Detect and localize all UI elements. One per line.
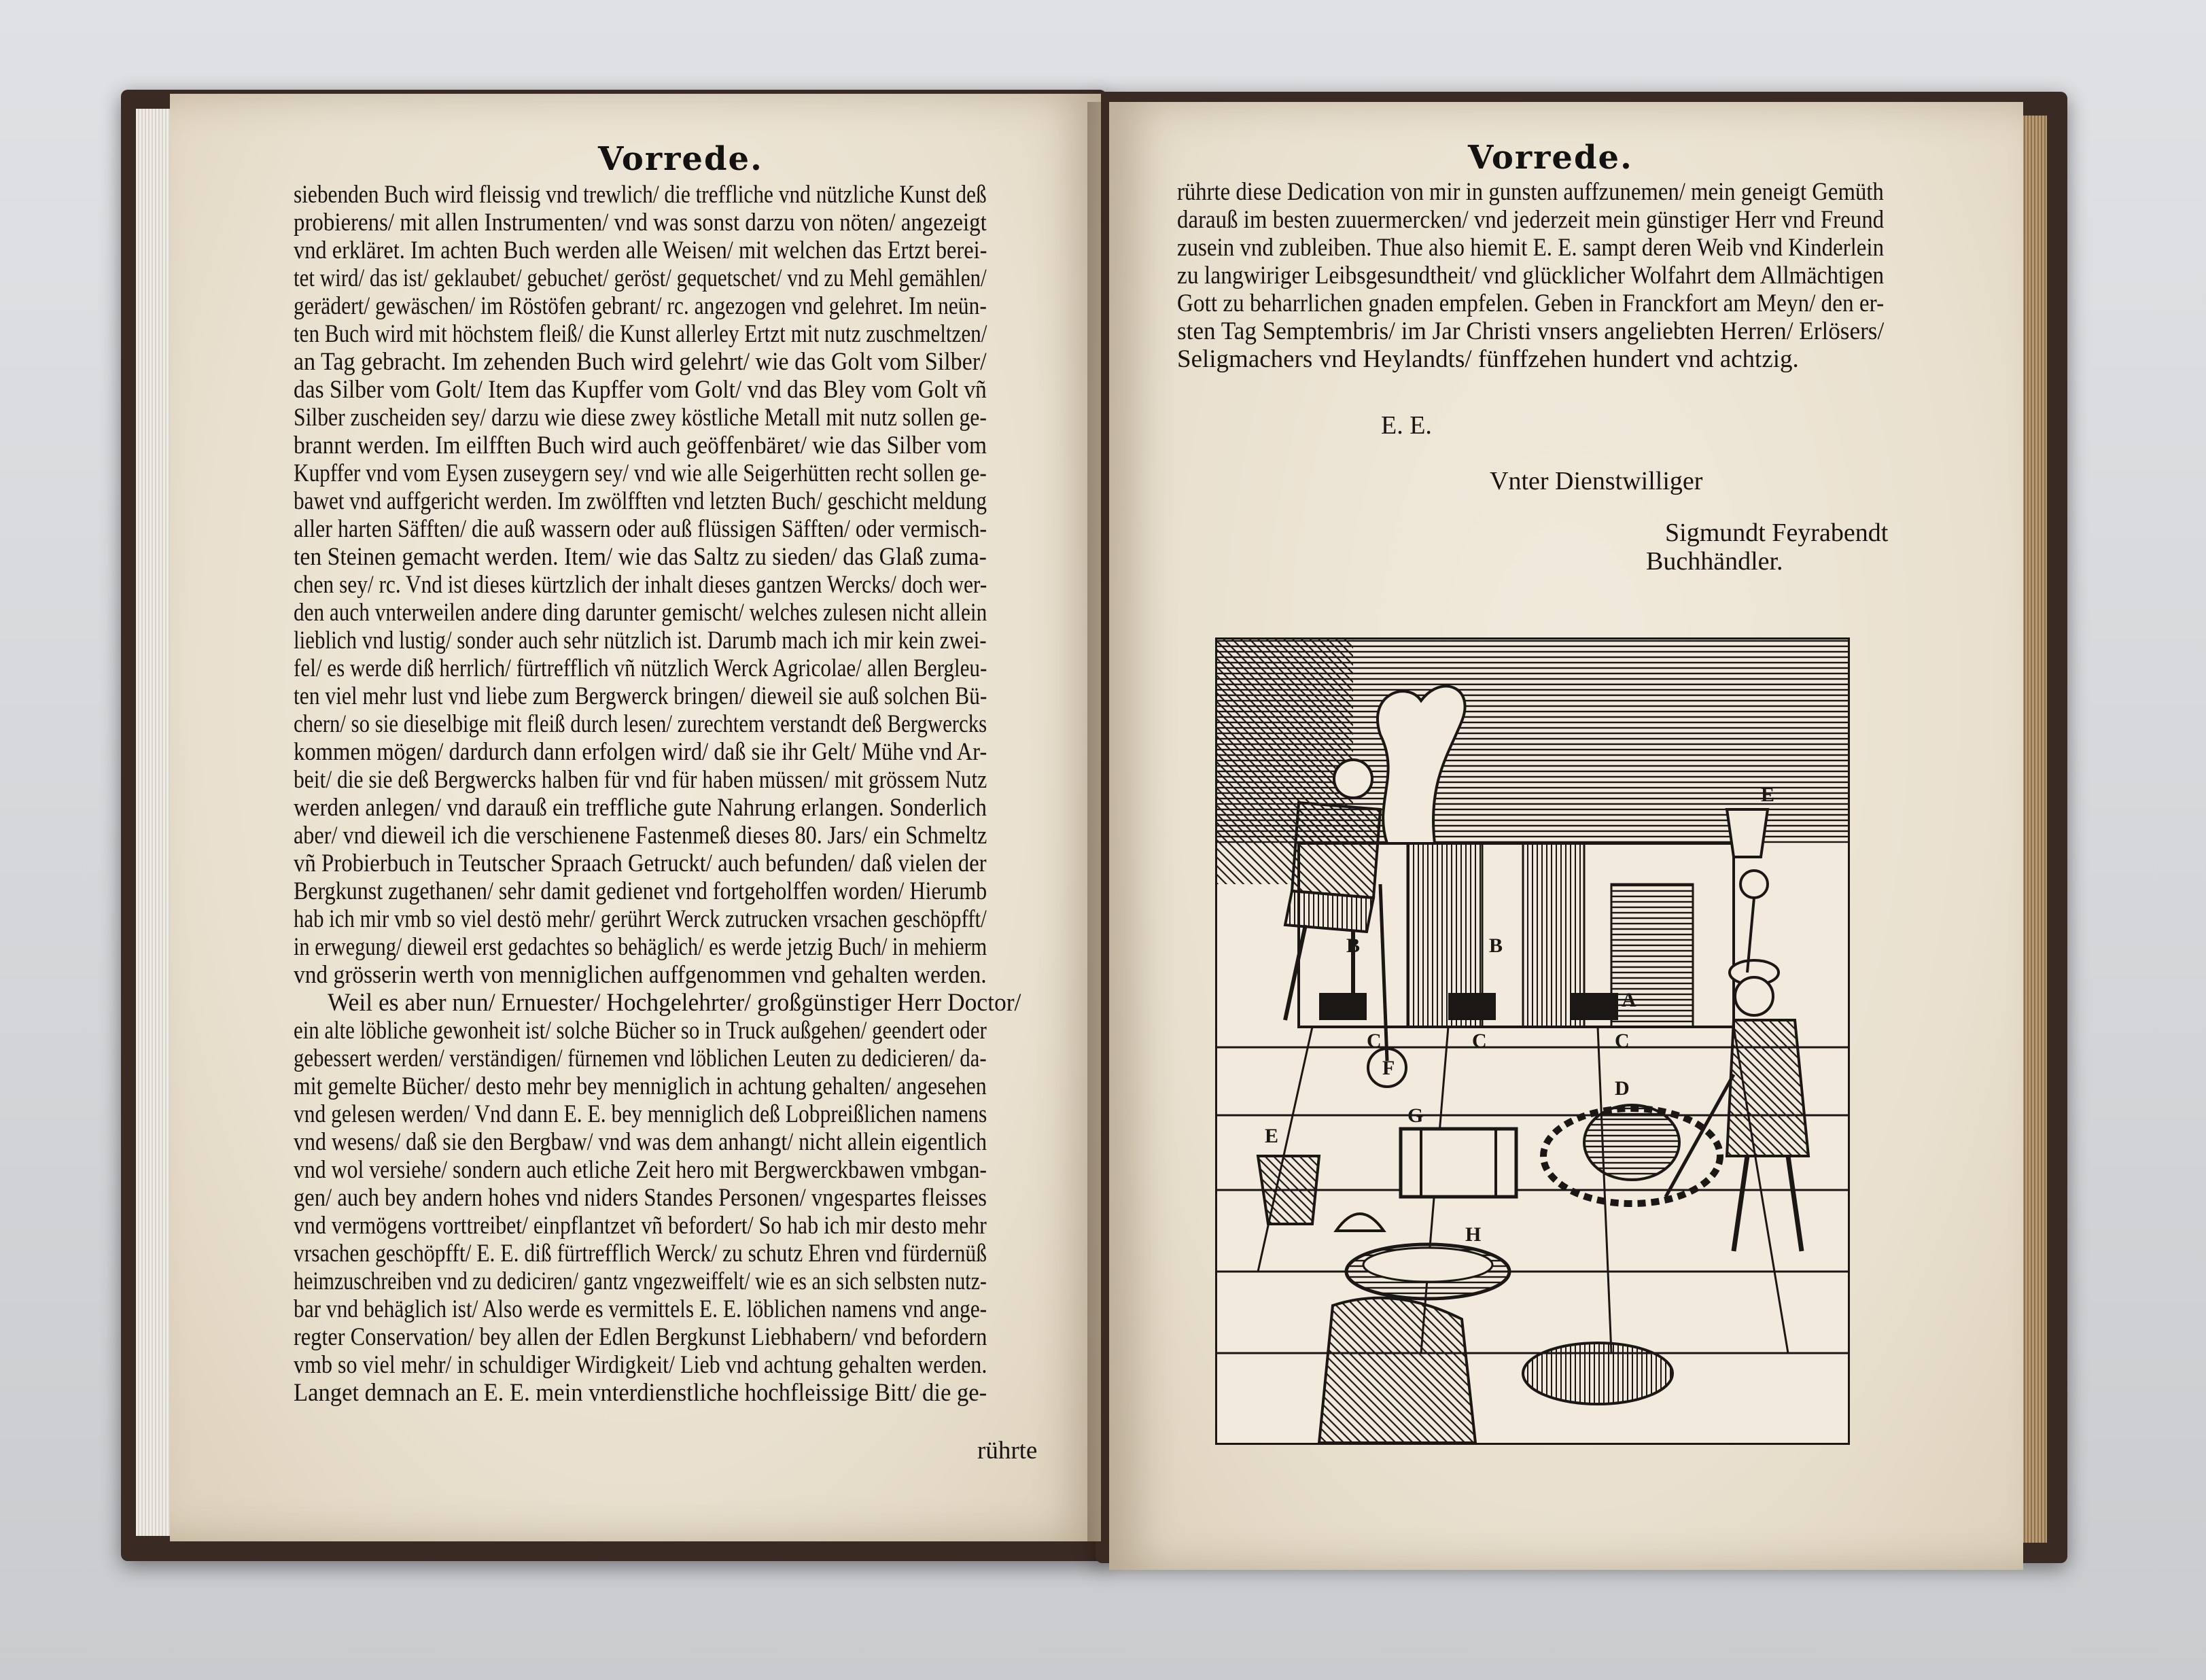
woodcut-illustration [1215,637,1850,1445]
text-line: regter Conservation/ bey allen der Edlen Bergkunst Liebhabern/ vnd befordern [294,1323,987,1351]
text-line: an Tag gebracht. Im zehenden Buch wird gelehrt/ wie das Golt vom Silber/ [294,348,987,376]
text-line: zusein vnd zubleiben. Thue also hiemit E. E. sampt deren Weib vnd Kinderlein [1177,234,1885,262]
text-line: kommen mögen/ dardurch dann erfolgen wird/ daß sie ihr Gelt/ Mühe vnd Ar- [294,738,987,766]
text-line: den auch vnterweilen andere ding darunter gemischt/ welches zulesen nicht allein [294,599,987,627]
crucible-upper [1727,809,1768,857]
text-line: aller harten Säfften/ die auß wassern oder auß flüssigen Säfften/ oder vermisch- [294,515,987,543]
label-c2: C [1472,1030,1487,1052]
text-line: Seligmachers vnd Heylandts/ fünffzehen hundert vnd achtzig. [1177,345,1799,373]
text-line: rührte diese Dedication von mir in gunsten auffzunemen/ mein geneigt Gemüth [1177,178,1884,206]
text-line: in erwegung/ dieweil erst gedachtes so behäglich/ es werde jetzig Buch/ in mehierm [294,933,987,961]
label-f: F [1382,1057,1395,1079]
label-c3: C [1615,1030,1630,1052]
text-line: Silber zuscheiden sey/ darzu wie diese zwey köstliche Metall mit nutz sollen ge- [294,404,987,432]
closing-phrase: Vnter Dienstwilliger [1490,467,1703,495]
mortar [1258,1156,1319,1224]
text-line: vnd grösserin werth von menniglichen auffgenommen vnd gehalten werden. [294,961,987,989]
right-page-heading: Vorrede. [1468,139,1633,177]
basket [1523,1343,1673,1404]
text-line: ein alte löbliche gewonheit ist/ solche Bücher so in Truck außgehen/ geendert oder [294,1017,987,1045]
label-c1: C [1367,1030,1382,1052]
catchword: rührte [977,1437,1038,1465]
text-line: ten Buch wird mit höchstem fleiß/ die Kunst allerley Ertzt mit nutz zuschmeltzen/ [294,320,987,348]
hook [1740,871,1768,898]
text-line: gebessert werden/ verständigen/ fürnemen vnd löblichen Leuten zu dedicieren/ da- [294,1045,987,1072]
text-line: aber/ vnd dieweil ich die verschienene Fastenmeß dieses 80. Jars/ ein Schmeltz [294,822,987,850]
text-line: tet wird/ das ist/ geklaubet/ gebuchet/ geröst/ gequetschet/ vnd zu Mehl gemählen/ [294,264,987,292]
text-line: Weil es aber nun/ Ernuester/ Hochgelehrter/ großgünstiger Herr Doctor/ [328,989,1021,1017]
text-line: ten Steinen gemacht werden. Item/ wie das Saltz zu sieden/ das Glaß zuma- [294,543,987,571]
text-line: vnd vermögens vorttreibet/ einpflantzet vñ befordert/ So hab ich mir desto mehr [294,1212,987,1240]
ore-pile [1319,1298,1475,1443]
text-line: gen/ auch bey andern hohes vnd niders Standes Personen/ vngespartes fleisses [294,1184,987,1212]
label-h: H [1465,1223,1482,1246]
label-g: G [1407,1104,1424,1127]
left-page [170,94,1101,1541]
text-line: vrsachen geschöpfft/ E. E. diß fürtrefflich Werck/ zu schutz Ehren vnd fürdernüß [294,1240,987,1267]
text-line: darauß im besten zuuermercken/ vnd jederzeit mein günstiger Herr vnd Freund [1177,206,1885,234]
text-line: bawet vnd auffgericht werden. Im zwölfften vnd letzten Buch/ geschicht meldung [294,487,987,515]
text-line: Gott zu beharrlichen gnaden empfelen. Geben in Franckfort am Meyn/ den er- [1177,290,1885,317]
text-line: zu langwiriger Leibsgesundtheit/ vnd glücklicher Wolfahrt dem Allmächtigen [1177,262,1885,290]
pot [1584,1105,1679,1180]
lid [1336,1214,1384,1231]
text-line: Kupffer vnd vom Eysen zuseygern sey/ vnd wie alle Seigerhütten recht sollen ge- [294,459,987,487]
text-line: mit gemelte Bücher/ desto mehr bey menniglich in achtung gehalten/ angesehen [294,1072,987,1100]
text-line: chen sey/ rc. Vnd ist dieses kürtzlich der inhalt dieses gantzen Wercks/ doch wer- [294,571,987,599]
text-line: hab ich mir vmb so viel destö mehr/ gerührt Werck zutrucken vrsachen geschöpfft/ [294,905,987,933]
label-e2: E [1761,784,1775,806]
text-line: probierens/ mit allen Instrumenten/ vnd was sonst darzu von nöten/ angezeigt [294,209,987,237]
label-e1: E [1265,1125,1279,1147]
label-a: A [1622,989,1636,1011]
label-d: D [1615,1077,1630,1100]
text-line: vmb so viel mehr/ in schuldiger Wirdigkeit/ Lieb vnd achtung gehalten werden. [294,1351,987,1379]
text-line: beit/ die sie deß Bergwercks halben für vnd für haben müssen/ mit grössem Nutz [294,766,987,794]
text-line: bar vnd behäglich ist/ Also werde es vermittels E. E. löblichen namens vnd ange- [294,1295,987,1323]
woodcut-drawing [1217,640,1848,1443]
text-line: vnd wesens/ daß sie den Bergbaw/ vnd was dem anhangt/ nicht allein eigentlich [294,1128,987,1156]
text-line: vñ Probierbuch in Teutscher Spraach Getruckt/ auch befunden/ daß vielen der [294,850,987,877]
text-line: brannt werden. Im eilfften Buch wird auch geöffenbäret/ wie das Silber vom [294,432,987,459]
text-line: gerädert/ gewäschen/ im Röstöfen gebrant/ rc. angezogen vnd gelehret. Im neün- [294,292,987,320]
text-line: das Silber vom Golt/ Item das Kupffer vom Golt/ vnd das Bley vom Golt vñ [294,376,987,404]
text-line: lieblich vnd lustig/ sonder auch sehr nützlich ist. Darumb mach ich mir kein zwei- [294,627,987,654]
text-line: fel/ es werde diß herrlich/ fürtrefflich vñ nützlich Werck Agricolae/ allen Bergleu- [294,654,987,682]
signature-name: Sigmundt Feyrabendt [1665,519,1889,547]
text-line: siebenden Buch wird fleissig vnd trewlich/ die treffliche vnd nützliche Kunst deß [294,181,987,209]
text-line: vnd wol versiehe/ sondern auch etliche Zeit hero mit Bergwerckbawen vmbgan- [294,1156,987,1184]
left-page-heading: Vorrede. [598,140,763,178]
text-line: heimzuschreiben vnd zu dediciren/ gantz vngezweiffelt/ wie es an sich selbsten nutz- [294,1267,987,1295]
text-line: vnd gelesen werden/ Vnd dann E. E. bey menniglich deß Lobpreißlichen namens [294,1100,987,1128]
label-b2: B [1489,934,1503,957]
signature-title: Buchhändler. [1646,547,1783,576]
furnace-opening [1319,993,1367,1020]
text-line: Langet demnach an E. E. mein vnterdienstliche hochfleissige Bitt/ die ge- [294,1379,987,1407]
text-line: ten viel mehr lust vnd liebe zum Bergwerck bringen/ dieweil sie auß solchen Bü- [294,682,987,710]
text-line: vnd erkläret. Im achten Buch werden alle Weisen/ mit welchen das Ertzt berei- [294,237,987,264]
salutation: E. E. [1381,411,1432,440]
text-line: chern/ so sie dieselbige mit fleiß durch lesen/ zurechtem verstandt deß Bergwercks [294,710,987,738]
text-line: sten Tag Semptembris/ im Jar Christi vnsers angeliebten Herren/ Erlösers/ [1177,317,1885,345]
text-line: werden anlegen/ vnd darauß ein treffliche gute Nahrung erlangen. Sonderlich [294,794,987,822]
label-b1: B [1346,934,1361,957]
cupel-holder [1401,1129,1516,1197]
text-line: Bergkunst zugethanen/ sehr damit gedienet vnd fortgeholffen worden/ Hierumb [294,877,987,905]
